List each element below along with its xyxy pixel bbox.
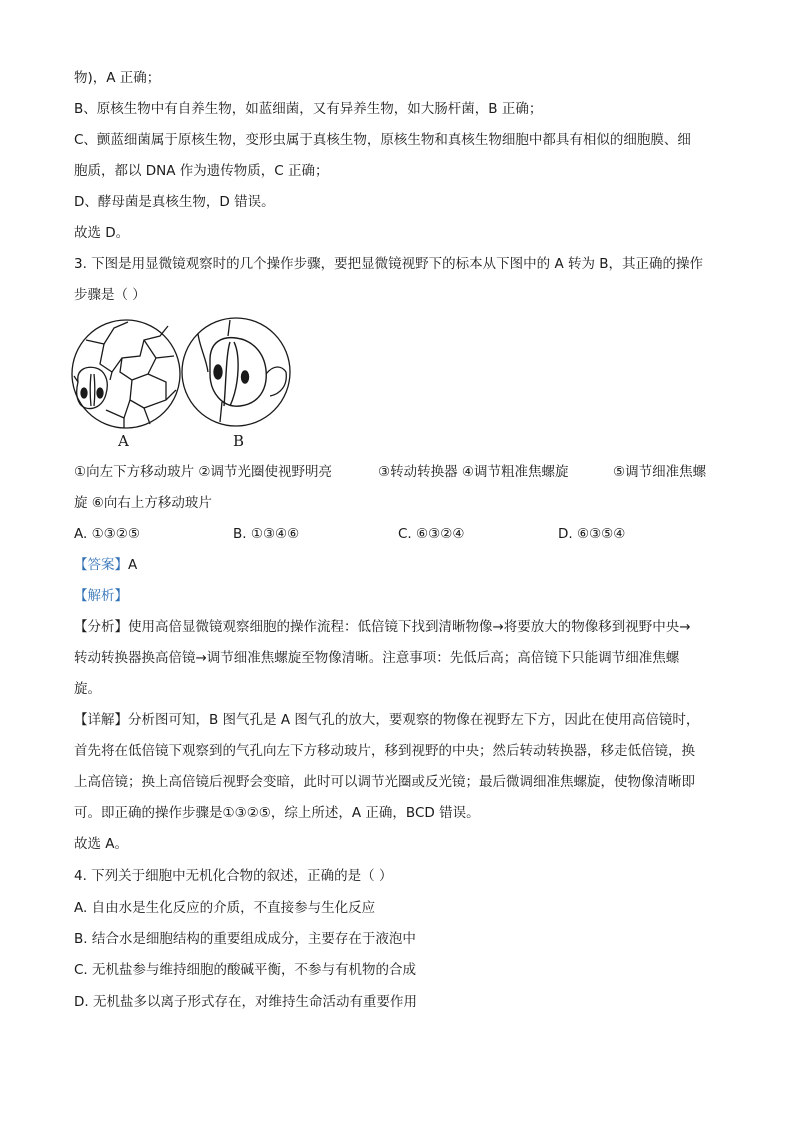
xiangjie-line: [74, 710, 734, 730]
text-line: C、颤蓝细菌属于原核生物，变形虫属于真核生物，原核生物和真核生物细胞中都具有相似的细胞膜、细: [74, 132, 691, 148]
fenxi-text: 使用高倍显微镜观察细胞的操作流程：低倍镜下找到清晰物像→将要放大的物像移到视野中央→: [128, 619, 691, 635]
analysis-heading: [74, 586, 734, 606]
fenxi-line: [74, 617, 734, 637]
question-4-option-a: A. 自由水是生化反应的介质，不直接参与生化反应: [74, 900, 376, 916]
steps-line: ①向左下方移动玻片 ②调节光圈使视野明亮: [74, 464, 332, 480]
option-d: D. ⑥③⑤④: [558, 526, 626, 542]
xiangjie-text: 分析图可知，B 图气孔是 A 图气孔的放大，要观察的物像在视野左下方，因此在使用高倍镜时，: [128, 712, 700, 728]
fenxi-line: 转动转换器换高倍镜→调节细准焦螺旋至物像清晰。注意事项：先低后高；高倍镜下只能调节细准焦螺: [74, 650, 680, 666]
question-4-stem: 4. 下列关于细胞中无机化合物的叙述，正确的是（ ）: [74, 868, 393, 884]
text-line: 故选 D。: [74, 225, 130, 241]
xiangjie-label: 【详解】: [74, 712, 128, 728]
answer-line: [74, 555, 734, 575]
xiangjie-line: 首先将在低倍镜下观察到的气孔向左下方移动玻片，移到视野的中央；然后转动转换器，移走低倍镜，换: [74, 743, 695, 759]
stoma-b: [210, 338, 266, 407]
question-4-option-c: C. 无机盐参与维持细胞的酸碱平衡，不参与有机物的合成: [74, 962, 417, 978]
text-line: D、酵母菌是真核生物，D 错误。: [74, 194, 275, 210]
steps-line: ⑤调节细准焦螺: [613, 464, 707, 480]
field-of-view-b: [182, 318, 290, 426]
fenxi-label: 【分析】: [74, 619, 128, 635]
xiangjie-line: 可。即正确的操作步骤是①③②⑤，综上所述，A 正确，BCD 错误。: [74, 805, 480, 821]
text-line: B、原核生物中有自养生物，如蓝细菌，又有异养生物，如大肠杆菌，B 正确；: [74, 101, 543, 117]
text-line: 故选 A。: [74, 836, 129, 852]
field-of-view-a: [72, 320, 180, 428]
question-3-stem: 步骤是（ ）: [74, 287, 146, 303]
answer-value: A: [128, 557, 138, 573]
analysis-label: 【解析】: [74, 588, 128, 604]
option-c: C. ⑥③②④: [398, 526, 465, 542]
figure-label-a: A: [118, 432, 129, 450]
question-4-option-b: B. 结合水是细胞结构的重要组成成分，主要存在于液泡中: [74, 931, 416, 947]
steps-line: ③转动转换器 ④调节粗准焦螺旋: [378, 464, 569, 480]
option-b: B. ①③④⑥: [233, 526, 300, 542]
text-line: 胞质，都以 DNA 作为遗传物质，C 正确；: [74, 163, 329, 179]
text-line: 物)，A 正确；: [74, 70, 161, 86]
answer-label: 【答案】: [74, 557, 128, 573]
option-a: A. ①③②⑤: [74, 526, 140, 542]
fenxi-line: 旋。: [74, 681, 101, 697]
figure-label-b: B: [233, 432, 245, 450]
steps-line: 旋 ⑥向右上方移动玻片: [74, 495, 212, 511]
question-4-option-d: D. 无机盐多以离子形式存在，对维持生命活动有重要作用: [74, 994, 417, 1010]
stoma-a: [77, 367, 108, 408]
microscope-figure: [70, 314, 300, 454]
xiangjie-line: 上高倍镜；换上高倍镜后视野会变暗，此时可以调节光圈或反光镜；最后微调细准焦螺旋，使物像清晰即: [74, 774, 695, 790]
question-3-stem: 3. 下图是用显微镜观察时的几个操作步骤，要把显微镜视野下的标本从下图中的 A 转为 B，其正确的操作: [74, 256, 704, 272]
